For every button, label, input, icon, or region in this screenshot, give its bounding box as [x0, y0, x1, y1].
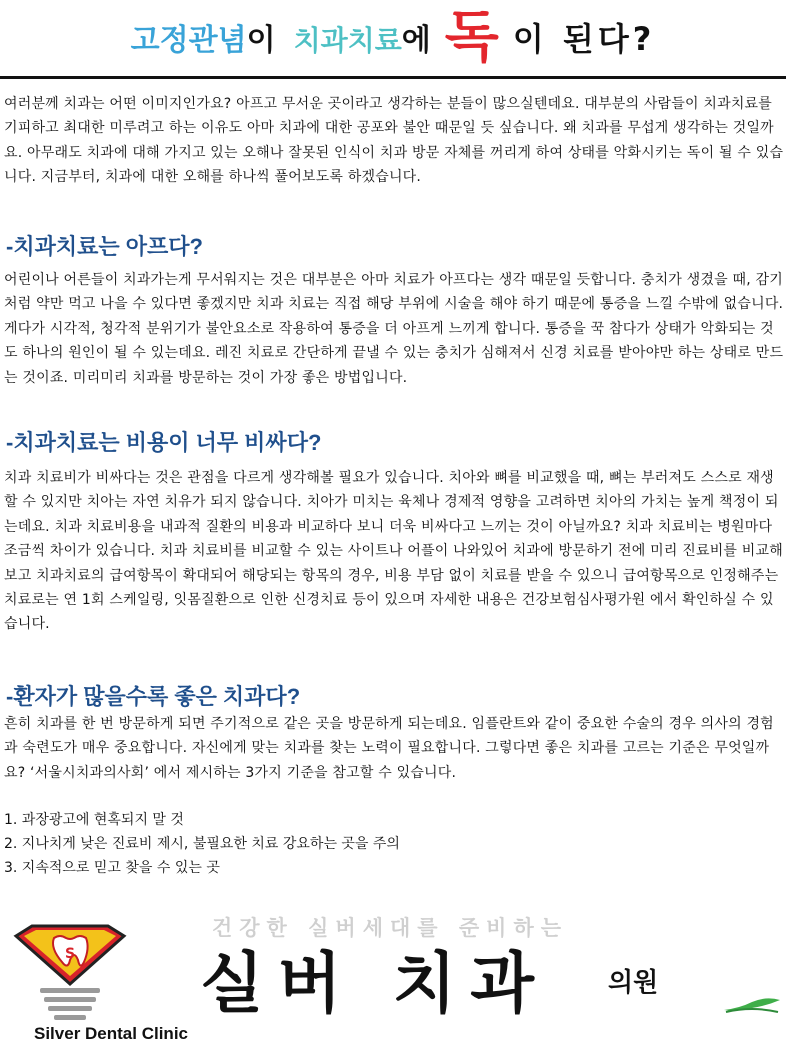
title-part-poison: 독 — [444, 5, 499, 70]
title-part-dental-treatment: 치과치료 — [293, 24, 402, 57]
section-heading-pain: -치과치료는 아프다? — [6, 234, 203, 259]
section-body-cost: 치과 치료비가 비싸다는 것은 관점을 다르게 생각해볼 필요가 있습니다. 치아와 뼈를 비교했을 때, 뼈는 부러져도 스스로 재생할 수 있지만 치아는 자연 치유가 되지 않습니다. 치아가 미치는 육체나 경제적 영향을 고려하면 치아의 가치는 높게 책정이 되는데요. 치과 치료비용을 내과적 질환의 비용과 비교하다 보니 더욱 비싸다고 느끼는 것이 아닐까요? 치과 치료비는 병원마다 조금씩 차이가 있습니다. 치과 치료비를 비교할 수 있는 사이트나 어플이 나와있어 치과에 방문하기 전에 미리 진료비를 비교해보고 치과치료의 급여항목이 확대되어 해당되는 항목의 경우, 비용 부담 없이 치료를 받을 수 있으니 급여항목으로 인정해주는 치료로는 연 1회 스케일링, 잇몸질환으로 인한 신경치료 등이 있으며 자세한 내용은 건강보험심사평가원 에서 확인하실 수 있습니다. — [4, 470, 783, 633]
clinic-logo — [10, 922, 130, 1026]
title-particle-1: 이 — [246, 23, 276, 58]
title-divider — [0, 76, 786, 79]
leaf-icon — [722, 990, 782, 1018]
clinic-name-suffix: 의원 — [608, 968, 659, 998]
page-title — [0, 5, 786, 70]
criteria-item: 2. 지나치게 낮은 진료비 제시, 불필요한 치료 강요하는 곳을 주의 — [4, 836, 400, 852]
title-part-becomes: 이 된다? — [512, 20, 656, 58]
criteria-list — [4, 808, 400, 880]
section-heading-popularity: -환자가 많을수록 좋은 치과다? — [6, 684, 301, 709]
logo-letter: S — [64, 946, 76, 962]
footer-tagline: 건강한 실버세대를 준비하는 — [211, 916, 569, 940]
intro-paragraph: 여러분께 치과는 어떤 이미지인가요? 아프고 무서운 곳이라고 생각하는 분들이 많으실텐데요. 대부분의 사람들이 치과치료를 기피하고 최대한 미루려고 하는 이유도 아마 치과에 대한 공포와 불안 때문일 듯 싶습니다. 왜 치과를 무섭게 생각하는 것일까요. 아무래도 치과에 대해 가지고 있는 오해나 잘못된 인식이 치과 방문 자체를 꺼리게 하여 상태를 악화시키는 독이 될 수 있습니다. 지금부터, 치과에 대한 오해를 하나씩 풀어보도록 하겠습니다. — [4, 96, 784, 186]
clinic-english-name: Silver Dental Clinic — [34, 1024, 188, 1043]
title-particle-2: 에 — [401, 23, 431, 58]
criteria-item: 1. 과장광고에 현혹되지 말 것 — [4, 812, 184, 828]
section-body-popularity: 흔히 치과를 한 번 방문하게 되면 주기적으로 같은 곳을 방문하게 되는데요. 임플란트와 같이 중요한 수술의 경우 의사의 경험과 숙련도가 매우 중요합니다. 자신에게 맞는 치과를 찾는 노력이 필요합니다. 그렇다면 좋은 치과를 고르는 기준은 무엇일까요? ‘서울시치과의사회’ 에서 제시하는 3가지 기준을 참고할 수 있습니다. — [4, 716, 774, 781]
clinic-name: 실버 치과 — [200, 945, 549, 1022]
section-body-pain: 어린이나 어른들이 치과가는게 무서워지는 것은 대부분은 아마 치료가 아프다는 생각 때문일 듯합니다. 충치가 생겼을 때, 감기처럼 약만 먹고 나을 수 있다면 좋겠지만 치과 치료는 직접 해당 부위에 시술을 해야 하기 때문에 통증을 느낄 수밖에 없습니다. 게다가 시각적, 청각적 분위기가 불안요소로 작용하여 통증을 더 아프게 느끼게 합니다. 통증을 꾹 참다가 상태가 악화되는 것도 하나의 원인이 될 수 있는데요. 레진 치료로 간단하게 끝낼 수 있는 충치가 심해져서 신경 치료를 받아야만 하는 상태로 만드는 것이죠. 미리미리 치과를 방문하는 것이 가장 좋은 방법입니다. — [4, 272, 784, 386]
title-part-fixed-idea: 고정관념 — [130, 23, 247, 58]
criteria-item: 3. 지속적으로 믿고 찾을 수 있는 곳 — [4, 860, 220, 876]
section-heading-cost: -치과치료는 비용이 너무 비싸다? — [6, 430, 322, 455]
